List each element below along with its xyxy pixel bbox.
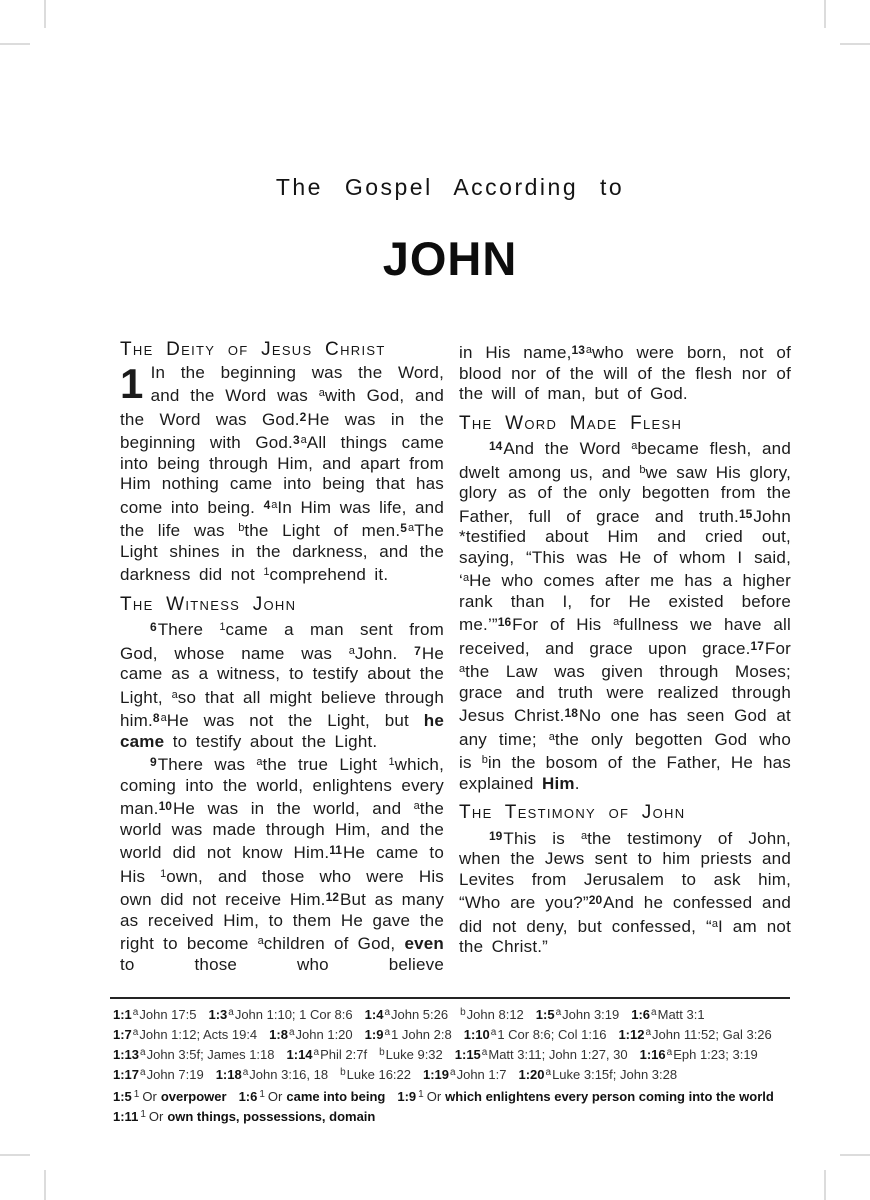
crossref-text: John 1:20 (295, 1026, 353, 1042)
crossref-letter: a (450, 1067, 456, 1078)
text-run: the world was made through Him, and the world did not know Him. (120, 799, 444, 862)
supplied-word: he came (120, 711, 444, 751)
crossref-letter: b (460, 1007, 466, 1018)
verse-paragraph (120, 359, 444, 586)
note-verse-ref: 1:5 (113, 1088, 132, 1104)
crossref-text: John 3:5f; James 1:18 (146, 1046, 275, 1062)
text-run: In the beginning was the Word, and the Word was (150, 362, 444, 405)
crossref-letter: a (160, 712, 167, 724)
crossref-letter: a (490, 1027, 497, 1038)
crossref-verse-ref: 1:3 (208, 1006, 228, 1022)
crossref-letter: a (585, 344, 593, 356)
scripture-column-right (459, 340, 791, 958)
verse-number: 6 (150, 620, 157, 634)
crossref-verse-ref: 1:20 (518, 1066, 545, 1082)
footnote-divider-rule (110, 997, 790, 999)
crossref-text: John 1:7 (456, 1066, 507, 1082)
verse-number: 17 (750, 638, 764, 653)
verse-number: 11 (329, 843, 342, 857)
crossref-letter: a (140, 1067, 146, 1078)
crop-mark-bottom-left-horizontal (0, 1154, 30, 1156)
text-run: The Light shines in the darkness, and the darkness did not (120, 521, 444, 584)
crossref-letter: b (481, 754, 488, 766)
translation-note-entry (239, 1089, 386, 1104)
crossref-text: Luke 3:15f; John 3:28 (552, 1066, 678, 1082)
crossref-entry (287, 1047, 368, 1062)
text-run: He was in the beginning with God. (120, 409, 444, 452)
crossref-letter: a (271, 498, 278, 511)
book-title: JOHN (382, 232, 518, 285)
crossref-text: 1 John 2:8 (391, 1026, 452, 1042)
crop-mark-top-left-vertical (44, 0, 46, 28)
crossref-letter: a (711, 917, 718, 930)
text-run: There (157, 620, 220, 639)
crossref-verse-ref: 1:7 (113, 1026, 132, 1042)
crossref-letter: a (171, 688, 178, 701)
verse-number: 12 (325, 890, 339, 904)
crossref-verse-ref: 1:9 (364, 1026, 384, 1042)
note-lead: Or (142, 1088, 157, 1104)
text-run: He was not the Light, but (166, 711, 424, 730)
crossref-letter: a (300, 434, 307, 446)
verse-number: 16 (497, 615, 512, 629)
text-run: fullness we have all received, and grace upon grace. (459, 615, 791, 658)
crossref-entry (536, 1007, 619, 1022)
crossref-entry (216, 1067, 328, 1082)
verse-number: 2 (299, 409, 307, 424)
note-lead: Or (148, 1108, 164, 1124)
crossref-letter: b (639, 463, 646, 476)
text-run: This is (503, 828, 581, 848)
crossref-entry (618, 1027, 771, 1042)
section-heading: The Testimony of John (459, 802, 686, 823)
section-heading: The Deity of Jesus Christ (120, 339, 386, 360)
crossref-entry (113, 1007, 196, 1022)
text-run: All things came into being through Him, and apart from Him nothing came into being that has come into being. (120, 433, 444, 517)
crop-mark-top-right-vertical (824, 0, 826, 28)
crossref-verse-ref: 1:14 (286, 1046, 313, 1062)
text-run: John. (354, 643, 415, 663)
text-run: so that all might believe through him. (120, 687, 444, 730)
crossref-entry (379, 1047, 443, 1062)
text-run: No one has seen God at any time; (459, 706, 791, 749)
crop-mark-top-right-horizontal (840, 43, 870, 45)
text-run: the true Light (262, 755, 389, 774)
text-run: the Law was given through Moses; grace and truth were realized through Jesus Christ. (459, 662, 791, 725)
translation-notes (113, 1085, 813, 1125)
text-run: He came to His (120, 843, 444, 886)
supplied-word: even (404, 934, 444, 953)
text-run: came a man sent from God, whose name was (120, 620, 444, 663)
note-marker: 1 (133, 1089, 140, 1100)
text-run: with God, and the Word was God. (120, 386, 444, 429)
crossref-letter: a (613, 616, 620, 628)
crossref-text: Eph 1:23; 3:19 (673, 1046, 758, 1062)
crossref-letter: a (256, 756, 263, 768)
crossref-entry (631, 1007, 704, 1022)
crop-mark-top-left-horizontal (0, 43, 30, 45)
gospel-title: The Gospel According to (275, 174, 625, 200)
crossref-letter: a (257, 935, 264, 947)
crossref-verse-ref: 1:13 (113, 1046, 140, 1062)
crossref-letter: a (555, 1007, 562, 1018)
translation-note-line (113, 1105, 813, 1125)
crossref-text: John 1:12; Acts 19:4 (139, 1026, 258, 1042)
text-run: the Light of men. (244, 521, 401, 540)
note-lead: Or (267, 1088, 283, 1104)
note-verse-ref: 1:11 (113, 1108, 139, 1124)
crossref-text: John 5:26 (391, 1006, 449, 1022)
crossref-verse-ref: 1:18 (215, 1066, 242, 1082)
crossref-text: John 1:10; 1 Cor 8:6 (234, 1006, 353, 1022)
text-run: He was in the world, and (172, 799, 414, 818)
crossref-letter: a (666, 1047, 673, 1058)
crossref-entry (113, 1027, 257, 1042)
text-run: comprehend it. (269, 565, 389, 584)
text-run: He who comes after me has a higher rank than I, for He existed before me.’” (459, 571, 791, 634)
footnote-marker: 1 (219, 621, 226, 633)
crossref-letter: a (288, 1027, 295, 1038)
text-run: In Him was life, and the life was (120, 497, 444, 540)
crossref-entry (208, 1007, 352, 1022)
verse-paragraph (120, 752, 444, 975)
translation-note-entry (113, 1109, 375, 1124)
verse-number: 19 (489, 828, 503, 843)
crossref-text: Luke 9:32 (385, 1046, 443, 1062)
section-heading: The Witness John (120, 593, 297, 615)
verse-number: 9 (150, 755, 157, 769)
cross-reference-notes (113, 1003, 813, 1083)
crossref-letter: a (407, 522, 415, 534)
text-run: to testify about the Light. (164, 731, 378, 751)
crossref-verse-ref: 1:17 (113, 1066, 140, 1082)
crop-mark-bottom-right-horizontal (840, 1154, 870, 1156)
crossref-letter: a (651, 1007, 657, 1018)
supplied-word: Him (542, 773, 575, 793)
crossref-text: Phil 2:7f (320, 1046, 368, 1062)
crossref-entry (340, 1067, 411, 1082)
footnote-marker: 1 (160, 867, 167, 880)
crossref-letter: a (580, 829, 588, 842)
text-run: He came as a witness, to testify about the Light, (120, 643, 444, 707)
text-run: John *testified about Him and cried out, saying, “This was He of whom I said, ‘ (459, 506, 791, 590)
text-run: the testimony of John, when the Jews sent to him priests and Levites from Jerusalem to ask him, “Who are you?” (459, 828, 791, 912)
note-verse-ref: 1:9 (397, 1088, 417, 1104)
note-lead: Or (426, 1088, 442, 1104)
verse-number: 13 (571, 343, 585, 357)
crossref-entry (518, 1067, 677, 1082)
verse-number: 7 (414, 643, 421, 658)
footnote-marker: 1 (388, 756, 395, 768)
verse-number: 5 (400, 521, 407, 535)
crossref-entry (464, 1027, 607, 1042)
crossref-verse-ref: 1:4 (364, 1006, 384, 1022)
crossref-verse-ref: 1:6 (631, 1006, 651, 1022)
text-run: own, and those who were His own did not receive Him. (120, 866, 445, 909)
translation-note-entry (113, 1089, 227, 1104)
crossref-verse-ref: 1:5 (535, 1006, 555, 1022)
crossref-text: John 7:19 (146, 1066, 204, 1082)
text-run: For of His (512, 615, 614, 634)
chapter-number-drop-cap: 1 (120, 359, 144, 407)
crossref-letter: a (384, 1027, 390, 1038)
text-run: in His name, (459, 343, 572, 362)
crossref-verse-ref: 1:1 (113, 1006, 132, 1022)
crossref-letter: a (384, 1007, 390, 1018)
text-run: in the bosom of the Father, He has explained (459, 753, 791, 793)
crop-mark-bottom-left-vertical (44, 1170, 46, 1200)
crossref-letter: a (132, 1007, 139, 1018)
crossref-letter: a (631, 440, 638, 452)
crossref-verse-ref: 1:16 (639, 1046, 666, 1062)
crossref-letter: b (340, 1067, 346, 1078)
crossref-entry (365, 1007, 448, 1022)
verse-paragraph (459, 826, 791, 958)
verse-number: 15 (738, 506, 753, 521)
verse-number: 3 (292, 433, 300, 447)
text-run: the only begotten God who is (459, 729, 791, 772)
crossref-text: John 17:5 (139, 1006, 197, 1022)
crossref-letter: a (132, 1027, 139, 1038)
crossref-letter: a (318, 387, 325, 399)
crossref-verse-ref: 1:12 (618, 1026, 645, 1042)
note-marker: 1 (418, 1089, 424, 1100)
crossref-entry (460, 1007, 524, 1022)
verse-paragraph (459, 340, 791, 405)
verse-number: 10 (158, 799, 172, 813)
crossref-line (113, 1063, 813, 1083)
section-heading: The Word Made Flesh (459, 412, 683, 434)
scripture-column-left (120, 340, 444, 975)
crossref-entry (455, 1047, 628, 1062)
crossref-verse-ref: 1:15 (454, 1046, 481, 1062)
crossref-entry (640, 1047, 758, 1062)
verse-paragraph (120, 617, 444, 752)
verse-paragraph (459, 436, 791, 794)
text-run: became flesh, and dwelt among us, and (459, 439, 791, 482)
note-alternate-reading: overpower (160, 1088, 227, 1104)
verse-number: 14 (489, 439, 503, 453)
crossref-letter: a (459, 663, 466, 675)
note-verse-ref: 1:6 (238, 1088, 258, 1104)
text-run: who were born, not of blood nor of the will of the flesh nor of the will of man, but of God. (459, 343, 791, 403)
verse-number: 20 (588, 893, 603, 907)
text-run: which, coming into the world, enlightens every man. (120, 755, 444, 818)
crossref-text: Matt 3:1 (657, 1006, 705, 1022)
page-header (110, 174, 790, 285)
text-run: to those who believe (120, 954, 444, 974)
crossref-letter: a (140, 1047, 146, 1058)
crossref-entry (423, 1067, 506, 1082)
crossref-letter: a (413, 800, 420, 812)
crossref-letter: a (481, 1047, 488, 1058)
crossref-text: John 8:12 (466, 1006, 524, 1022)
text-run: But as many as received Him, to them He gave the right to become (120, 890, 444, 953)
crossref-letter: a (313, 1047, 320, 1058)
crossref-letter: b (379, 1047, 385, 1058)
crossref-line (113, 1003, 813, 1023)
verse-number: 8 (152, 711, 160, 725)
crossref-line (113, 1043, 813, 1063)
crossref-text: John 3:19 (562, 1006, 620, 1022)
text-run: . (574, 773, 580, 793)
verse-number: 4 (263, 497, 271, 512)
verse-number: 18 (564, 706, 578, 720)
note-marker: 1 (140, 1109, 146, 1120)
crossref-letter: a (645, 1027, 652, 1038)
crossref-letter: a (228, 1007, 234, 1018)
text-run: There was (157, 755, 257, 774)
note-marker: 1 (259, 1089, 265, 1100)
crossref-text: John 3:16, 18 (249, 1066, 329, 1082)
crossref-text: Matt 3:11; John 1:27, 30 (488, 1046, 628, 1062)
text-run: children of God, (263, 934, 405, 953)
crossref-entry (365, 1027, 452, 1042)
translation-note-line (113, 1085, 813, 1105)
crossref-entry (113, 1067, 204, 1082)
note-alternate-reading: own things, possessions, domain (167, 1108, 376, 1124)
crop-mark-bottom-right-vertical (824, 1170, 826, 1200)
crossref-letter: a (548, 730, 555, 743)
footnote-marker: 1 (263, 566, 270, 578)
text-run: For (764, 638, 791, 658)
crossref-letter: a (545, 1067, 552, 1078)
crossref-entry (113, 1047, 275, 1062)
crossref-letter: a (242, 1067, 249, 1078)
crossref-letter: b (238, 522, 245, 534)
crossref-verse-ref: 1:19 (423, 1066, 450, 1082)
text-run: I am not the Christ.” (459, 916, 791, 956)
crossref-letter: a (348, 644, 355, 657)
crossref-verse-ref: 1:8 (269, 1026, 288, 1042)
crossref-entry (269, 1027, 352, 1042)
translation-note-entry (397, 1089, 773, 1104)
note-alternate-reading: which enlightens every person coming into the world (445, 1088, 774, 1104)
text-run: And the Word (503, 439, 632, 458)
note-alternate-reading: came into being (286, 1088, 386, 1104)
text-run: we saw His glory, glory as of the only begotten from the Father, full of grace and truth. (459, 462, 791, 526)
text-run: And he confessed and did not deny, but confessed, “ (459, 893, 792, 936)
crossref-text: Luke 16:22 (346, 1066, 411, 1082)
crossref-text: John 11:52; Gal 3:26 (652, 1026, 772, 1042)
crossref-letter: a (462, 572, 470, 584)
crossref-text: 1 Cor 8:6; Col 1:16 (497, 1026, 607, 1042)
crossref-line (113, 1023, 813, 1043)
crossref-verse-ref: 1:10 (463, 1026, 490, 1042)
